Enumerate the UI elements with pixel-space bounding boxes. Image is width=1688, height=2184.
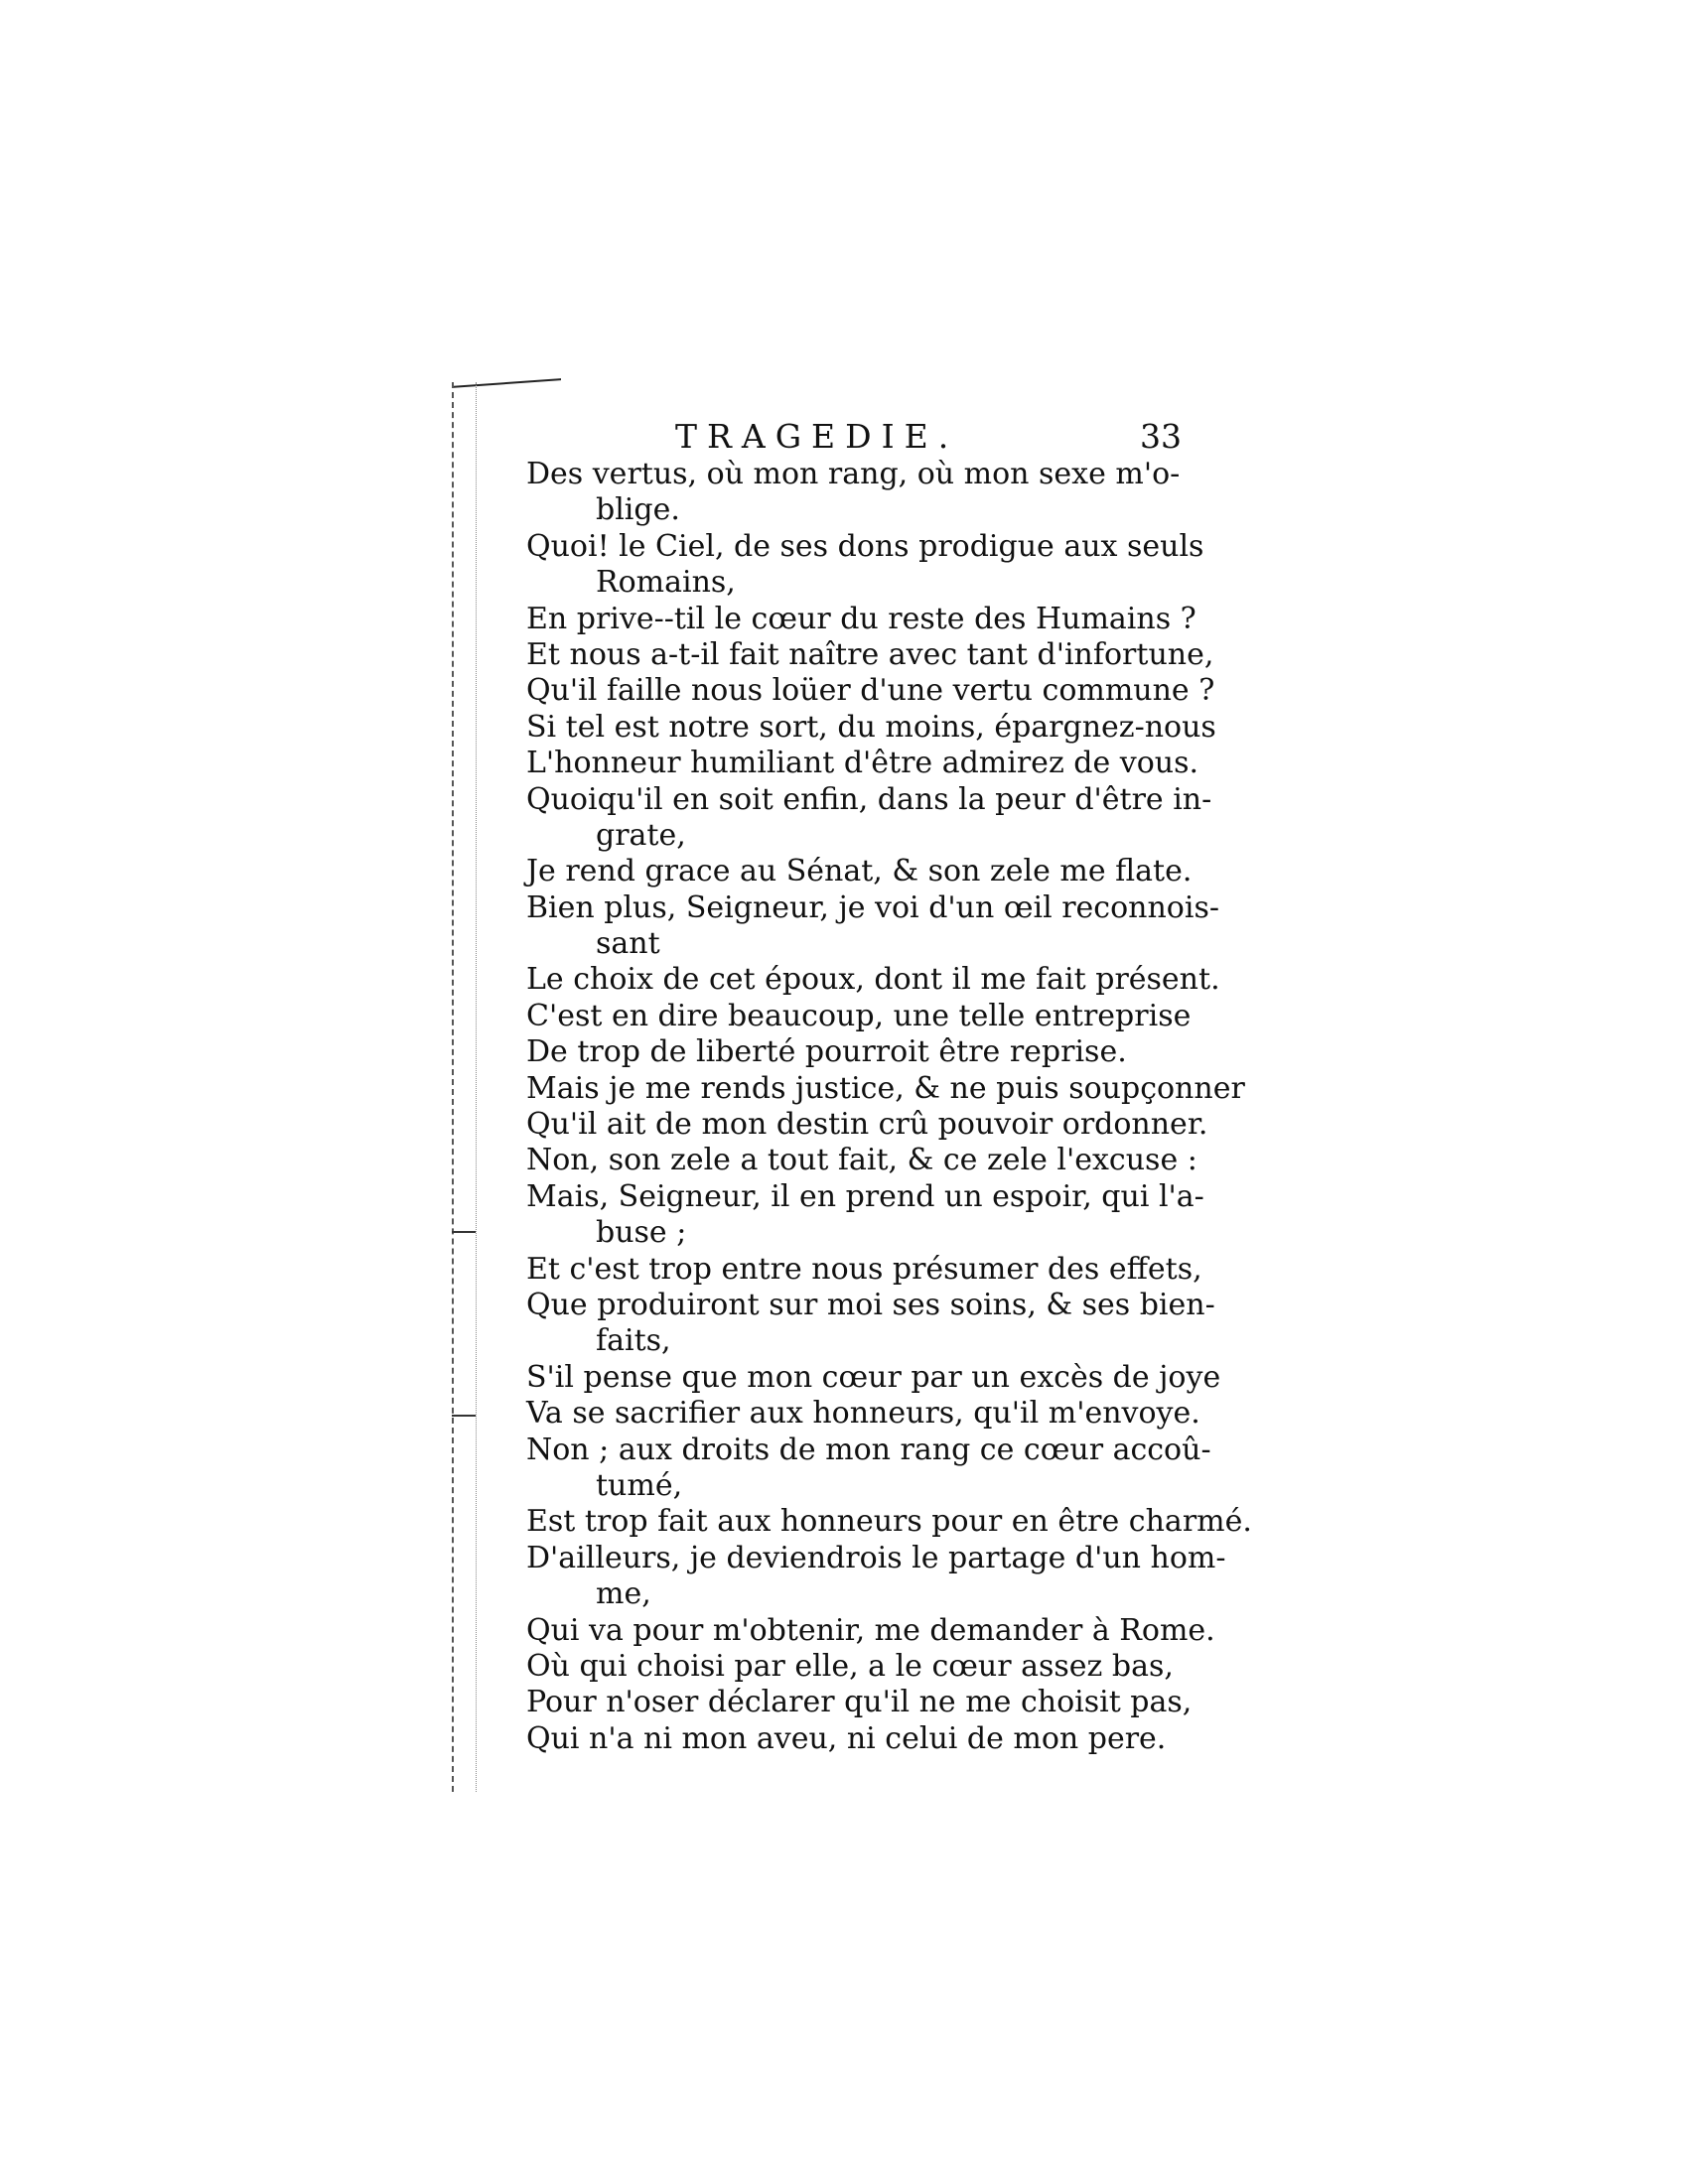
verse-line: Bien plus, Seigneur, je voi d'un œil reconnois- bbox=[526, 889, 1219, 925]
verse-line-continuation: sant bbox=[596, 926, 660, 962]
verse-line: Quoi! le Ciel, de ses dons prodigue aux seuls bbox=[526, 528, 1204, 564]
verse-line: Et nous a-t-il fait naître avec tant d'infortune, bbox=[526, 636, 1214, 672]
page-gutter-edge bbox=[452, 382, 477, 1792]
verse-line: S'il pense que mon cœur par un excès de joye bbox=[526, 1359, 1221, 1395]
verse-line-continuation: tumé, bbox=[596, 1467, 683, 1503]
gutter-mark bbox=[452, 1415, 476, 1417]
verse-line-continuation: buse ; bbox=[596, 1215, 687, 1251]
verse-line: Qu'il ait de mon destin crû pouvoir ordonner. bbox=[526, 1107, 1208, 1143]
verse-line: Où qui choisi par elle, a le cœur assez bas, bbox=[526, 1648, 1174, 1684]
verse-line: Qu'il faille nous loüer d'une vertu commune ? bbox=[526, 673, 1215, 709]
gutter-mark bbox=[452, 1231, 476, 1233]
verse-line: Que produiront sur moi ses soins, & ses bien- bbox=[526, 1287, 1215, 1322]
verse-line: En prive--til le cœur du reste des Humains ? bbox=[526, 601, 1196, 636]
verse-line: De trop de liberté pourroit être reprise. bbox=[526, 1034, 1127, 1070]
verse-line: Qui n'a ni mon aveu, ni celui de mon pere. bbox=[526, 1720, 1167, 1756]
running-title: TRAGEDIE. bbox=[675, 417, 959, 456]
verse-line: Le choix de cet époux, dont il me fait présent. bbox=[526, 962, 1220, 998]
verse-line-continuation: Romains, bbox=[596, 565, 736, 601]
verse-line: Pour n'oser déclarer qu'il ne me choisit pas, bbox=[526, 1685, 1193, 1720]
verse-line: Qui va pour m'obtenir, me demander à Rome. bbox=[526, 1612, 1215, 1648]
verse-line-continuation: faits, bbox=[596, 1323, 671, 1359]
verse-line: D'ailleurs, je deviendrois le partage d'un hom- bbox=[526, 1540, 1226, 1575]
verse-line: Mais, Seigneur, il en prend un espoir, qui l'a- bbox=[526, 1178, 1204, 1214]
verse-block bbox=[526, 457, 1252, 1757]
verse-line: Et c'est trop entre nous présumer des effets, bbox=[526, 1251, 1202, 1287]
verse-line: L'honneur humiliant d'être admirez de vous. bbox=[526, 746, 1199, 781]
verse-line-continuation: grate, bbox=[596, 817, 686, 853]
verse-line: Est trop fait aux honneurs pour en être charmé. bbox=[526, 1504, 1252, 1540]
verse-line: Des vertus, où mon rang, où mon sexe m'o- bbox=[526, 457, 1181, 491]
verse-line: Mais je me rends justice, & ne puis soupçonner bbox=[526, 1070, 1245, 1106]
verse-line: Non ; aux droits de mon rang ce cœur accoû- bbox=[526, 1432, 1211, 1467]
page-number: 33 bbox=[1140, 417, 1182, 456]
verse-line-continuation: me, bbox=[596, 1576, 651, 1612]
verse-line: Non, son zele a tout fait, & ce zele l'excuse : bbox=[526, 1143, 1197, 1178]
verse-line: Quoiqu'il en soit enfin, dans la peur d'être in- bbox=[526, 781, 1212, 817]
verse-line: C'est en dire beaucoup, une telle entreprise bbox=[526, 998, 1192, 1033]
verse-line-continuation: blige. bbox=[596, 492, 680, 528]
verse-line: Va se sacrifier aux honneurs, qu'il m'envoye. bbox=[526, 1396, 1200, 1432]
verse-line: Je rend grace au Sénat, & son zele me flate. bbox=[526, 854, 1193, 889]
verse-line: Si tel est notre sort, du moins, épargnez-nous bbox=[526, 709, 1216, 745]
